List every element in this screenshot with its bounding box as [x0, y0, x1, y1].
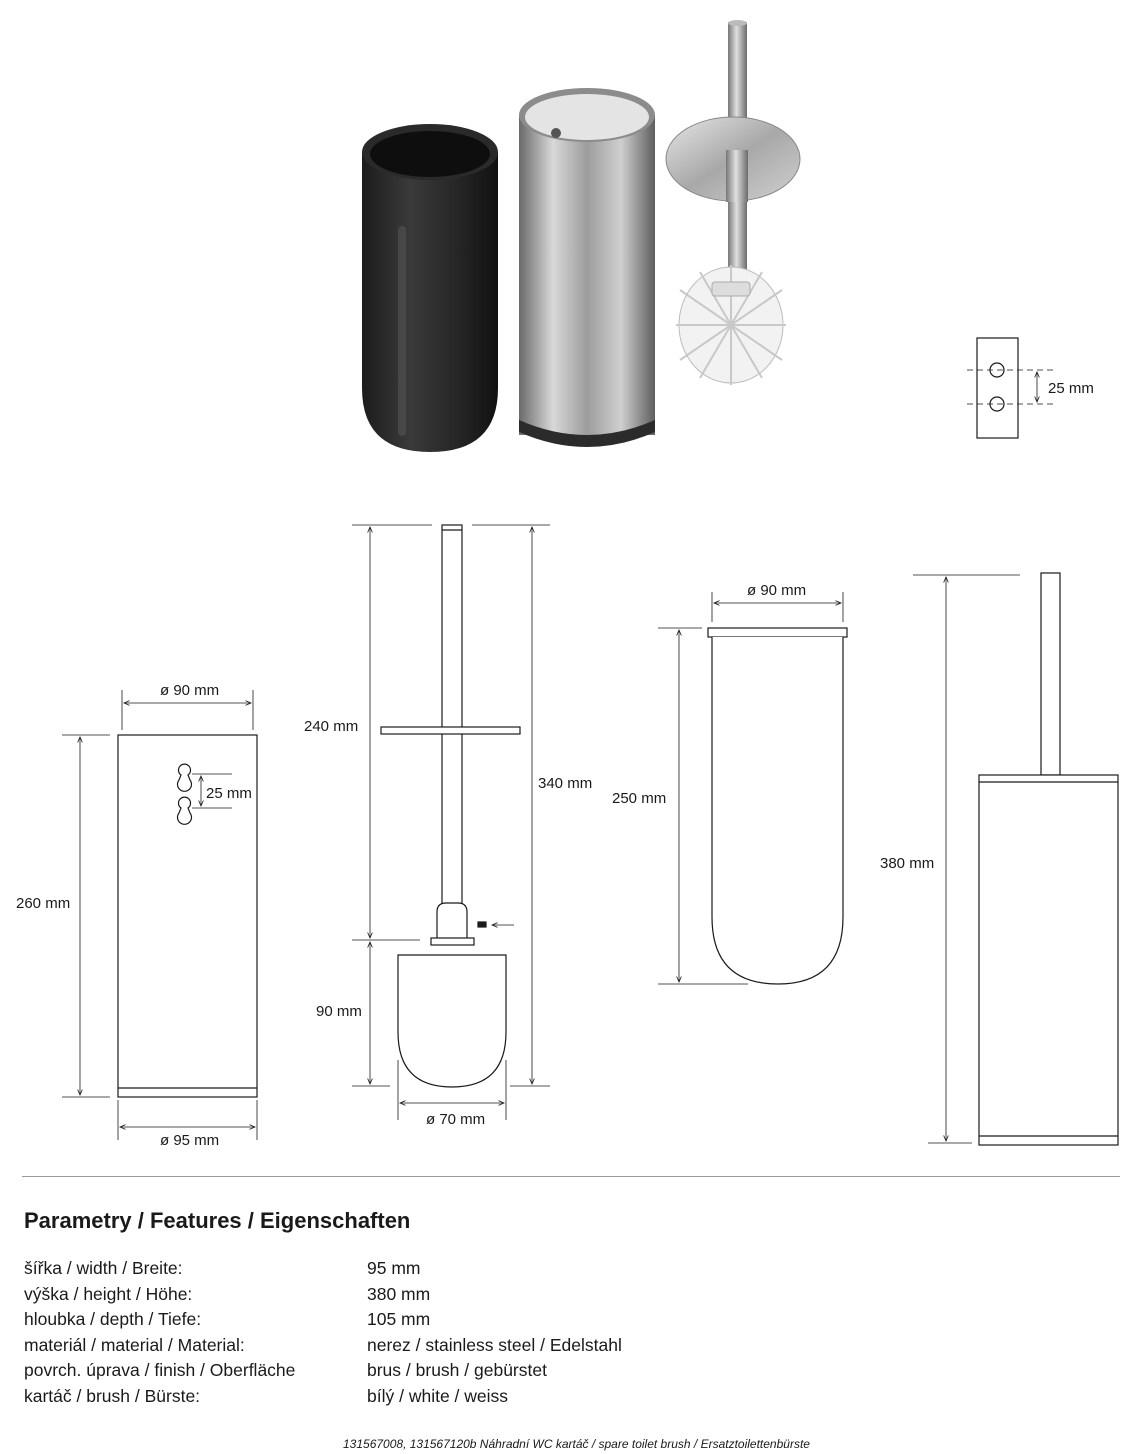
feature-row — [24, 1284, 1124, 1310]
feature-value: 95 mm — [367, 1258, 421, 1278]
brush-head-diameter: ø 70 mm — [426, 1111, 486, 1128]
feature-label: materiál / material / Material: — [24, 1334, 245, 1355]
feature-row — [24, 1258, 1124, 1284]
insert-diameter: ø 90 mm — [747, 582, 807, 599]
feature-label: povrch. úprava / finish / Oberfläche — [24, 1360, 296, 1380]
insert-height: 250 mm — [612, 790, 667, 807]
feature-label: výška / height / Höhe: — [24, 1283, 193, 1304]
feature-value: 380 mm — [367, 1283, 431, 1304]
feature-row — [24, 1309, 1124, 1335]
feature-label: hloubka / depth / Tiefe: — [24, 1309, 202, 1329]
holder-height: 260 mm — [16, 895, 71, 912]
spare-brush-note: 131567008, 131567120b Náhradní WC kartáč / spare toilet brush / Ersatztoilettenbürste — [343, 1437, 810, 1451]
mounting-plate — [967, 338, 1054, 438]
features-section — [24, 1208, 1124, 1411]
feature-value: bílý / white / weiss — [367, 1385, 509, 1406]
mount-spacing-label: 25 mm — [1048, 380, 1094, 397]
feature-value: nerez / stainless steel / Edelstahl — [367, 1334, 622, 1355]
holder-top-diameter: ø 90 mm — [160, 682, 220, 699]
feature-row — [24, 1360, 1124, 1386]
feature-row — [24, 1335, 1124, 1361]
section-divider — [22, 1176, 1120, 1177]
assembled-view — [913, 573, 1118, 1145]
feature-label: kartáč / brush / Bürste: — [24, 1385, 201, 1406]
holder-keyhole-spacing: 25 mm — [206, 785, 252, 802]
holder-bottom-diameter: ø 95 mm — [160, 1132, 220, 1149]
brush-upper-length: 240 mm — [304, 718, 359, 735]
feature-label: šířka / width / Breite: — [24, 1258, 183, 1278]
holder-front-view — [62, 690, 257, 1140]
assembled-height: 380 mm — [880, 855, 935, 872]
brush-head-length: 90 mm — [316, 1003, 362, 1020]
feature-value: brus / brush / gebürstet — [367, 1360, 547, 1380]
feature-value: 105 mm — [367, 1309, 431, 1329]
feature-row — [24, 1386, 1124, 1412]
brush-total-length: 340 mm — [538, 775, 593, 792]
features-title: Parametry / Features / Eigenschaften — [24, 1208, 411, 1233]
brush-side-view — [352, 525, 550, 1120]
insert-view — [658, 592, 847, 984]
